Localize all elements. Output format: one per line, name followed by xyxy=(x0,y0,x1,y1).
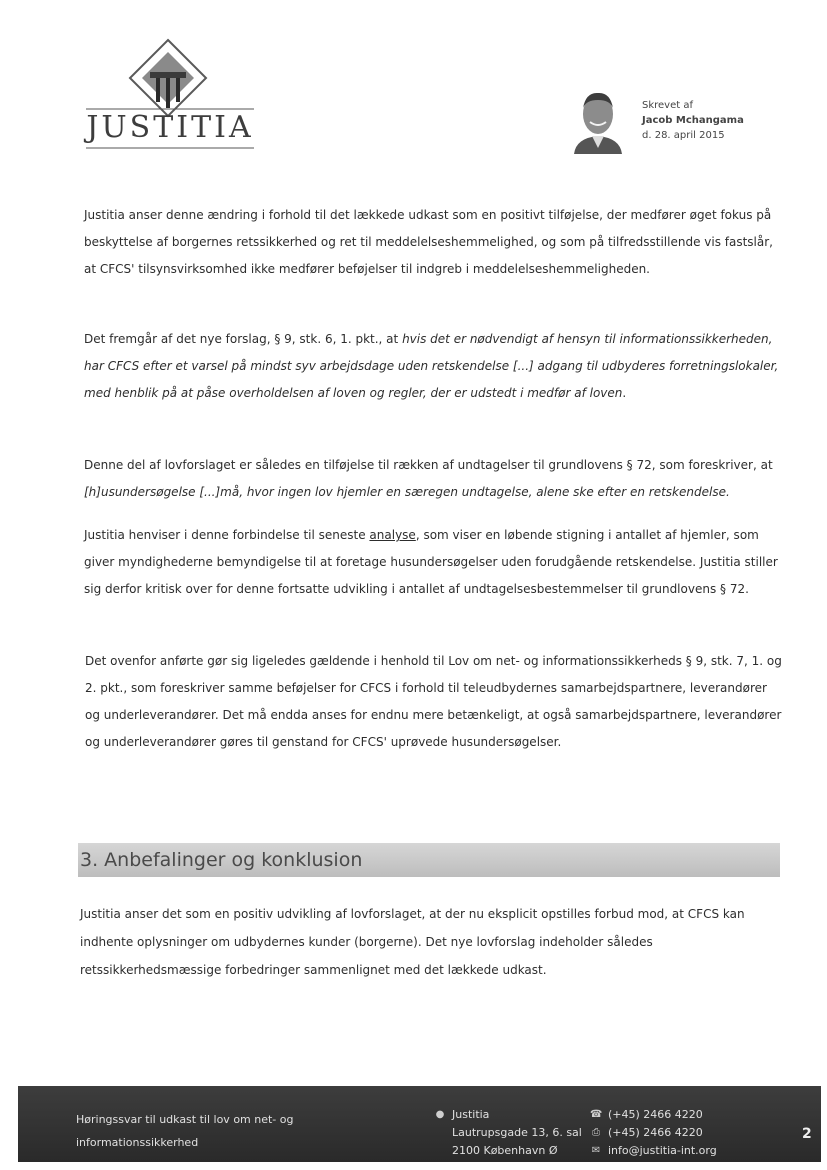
envelope-icon: ✉ xyxy=(591,1145,601,1156)
footer-address xyxy=(434,1106,582,1160)
footer-document-title xyxy=(76,1108,336,1154)
publication-date: d. 28. april 2015 xyxy=(642,130,725,141)
paragraph-4 xyxy=(84,522,784,603)
page-footer xyxy=(18,1086,821,1162)
author-block xyxy=(642,98,744,143)
paragraph-4-lead: Justitia henviser i denne forbindelse til seneste xyxy=(84,528,370,542)
footer-org: Justitia xyxy=(452,1108,490,1121)
footer-contact xyxy=(590,1106,717,1160)
author-label: Skrevet af xyxy=(642,100,694,111)
footer-title-line-2: informationssikkerhed xyxy=(76,1136,199,1149)
phone-icon: ☎ xyxy=(590,1109,603,1120)
fax-icon: ⎙ xyxy=(592,1127,600,1138)
map-pin-icon: ● xyxy=(435,1109,445,1120)
footer-title-line-1: Høringssvar til udkast til lov om net- og xyxy=(76,1113,294,1126)
paragraph-2 xyxy=(84,326,784,407)
section-heading: 3. Anbefalinger og konklusion xyxy=(78,843,780,877)
paragraph-6: Justitia anser det som en positiv udvikling af lovforslaget, at der nu eksplicit opstilles forbud mod, at CFCS kan indhente oplysninger om udbydernes kunder (borgerne). Det nye lovforslag indeholder således retssikkerhedsmæssige forbedringer sammenlignet med det lækkede udkast. xyxy=(80,907,745,977)
paragraph-5: Det ovenfor anførte gør sig ligeledes gældende i henhold til Lov om net- og informationssikkerheds § 9, stk. 7, 1. og 2. pkt., som foreskriver samme beføjelser for CFCS i forhold til teleudbydernes samarbejdspartnere, leverandører og underleverandører. Det må endda anses for endnu mere betænkeligt, at også samarbejdspartnere, leverandører og underleverandører gøres til genstand for CFCS' uprøvede husundersøgelser. xyxy=(85,654,782,749)
footer-phone: (+45) 2466 4220 xyxy=(608,1108,703,1121)
paragraph-2-quote: hvis det er nødvendigt af hensyn til informationssikkerheden, har CFCS efter et varsel på mindst syv arbejdsdage uden retskendelse [...] adgang til udbyderes forretningslokaler, med henblik på at påse overholdelsen af loven og regler, der er udstedt i medfør af loven xyxy=(84,332,779,400)
paragraph-3-lead: Denne del af lovforslaget er således en tilføjelse til rækken af undtagelser til grundlovens § 72, som foreskriver, at xyxy=(84,458,773,472)
paragraph-4-rest: , som viser en løbende stigning i antallet af hjemler, som giver myndighederne bemyndigelse til at foretage husundersøgelser uden forudgående retskendelse. Justitia stiller sig derfor kritisk over for denne fortsatte udvikling i antallet af undtagelsesbestemmelser til grundlovens § 72. xyxy=(84,528,778,596)
author-avatar xyxy=(572,88,624,154)
footer-address-line-2: 2100 København Ø xyxy=(452,1144,558,1157)
footer-fax: (+45) 2466 4220 xyxy=(608,1126,703,1139)
paragraph-2-end: . xyxy=(622,386,627,400)
logo-text: JUSTITIA xyxy=(86,110,254,145)
paragraph-3 xyxy=(84,452,784,506)
paragraph-3-quote: [h]usundersøgelse [...]må, hvor ingen lov hjemler en særegen undtagelse, alene ske efter en retskendelse. xyxy=(84,485,730,499)
footer-address-line-1: Lautrupsgade 13, 6. sal xyxy=(452,1126,582,1139)
paragraph-2-lead: Det fremgår af det nye forslag, § 9, stk. 6, 1. pkt., at xyxy=(84,332,403,346)
page-number: 2 xyxy=(802,1126,812,1142)
footer-email[interactable]: info@justitia-int.org xyxy=(608,1144,717,1157)
justitia-logo xyxy=(86,38,254,150)
analyse-link[interactable]: analyse xyxy=(369,528,416,542)
paragraph-1: Justitia anser denne ændring i forhold til det lækkede udkast som en positivt tilføjelse, der medfører øget fokus på beskyttelse af borgernes retssikkerhed og ret til meddelelseshemmelighed, og som på tilfredsstillende vis fastslår, at CFCS' tilsynsvirksomhed ikke medfører beføjelser til indgreb i meddelelseshemmeligheden. xyxy=(84,208,773,276)
author-name: Jacob Mchangama xyxy=(642,115,744,126)
